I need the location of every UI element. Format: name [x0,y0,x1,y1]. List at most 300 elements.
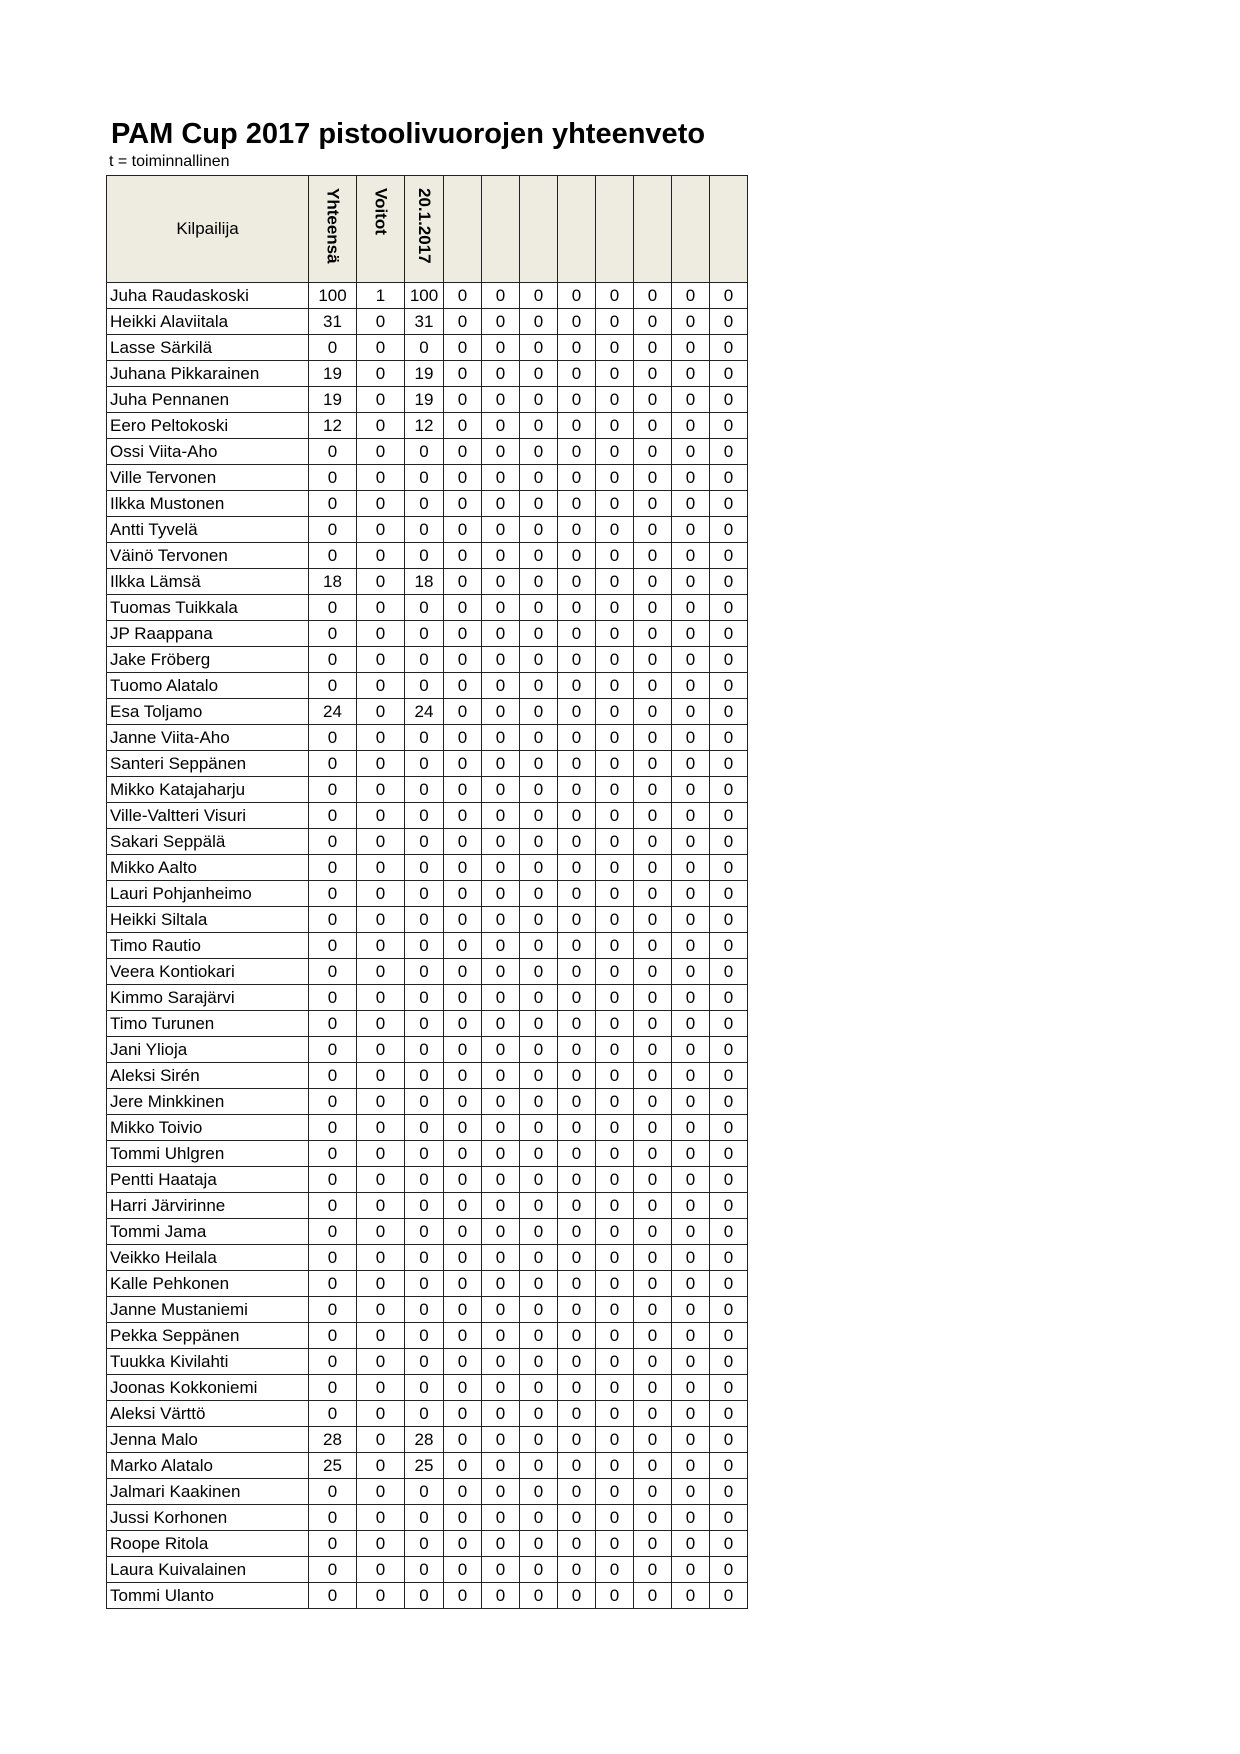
round-score-cell: 0 [444,699,482,725]
round-score-cell: 0 [672,387,710,413]
wins-cell: 0 [357,543,405,569]
round-score-cell: 0 [520,699,558,725]
table-body [107,283,748,1609]
competitor-name: Laura Kuivalainen [107,1557,309,1583]
round-score-cell: 0 [405,1089,444,1115]
round-score-cell: 0 [634,491,672,517]
round-score-cell: 0 [405,1245,444,1271]
round-score-cell: 0 [405,1583,444,1609]
round-score-cell: 0 [710,1115,748,1141]
table-row [107,855,748,881]
round-score-cell: 0 [596,517,634,543]
round-score-cell: 0 [634,1479,672,1505]
competitor-name: Lauri Pohjanheimo [107,881,309,907]
wins-cell: 0 [357,517,405,543]
wins-cell: 0 [357,335,405,361]
round-score-cell: 0 [558,933,596,959]
round-score-cell: 0 [520,621,558,647]
round-score-cell: 0 [405,1037,444,1063]
round-score-cell: 0 [482,413,520,439]
competitor-name: Mikko Toivio [107,1115,309,1141]
round-score-cell: 0 [634,1297,672,1323]
round-score-cell: 0 [444,1037,482,1063]
total-cell: 0 [309,985,357,1011]
round-score-cell: 0 [482,959,520,985]
round-score-cell: 0 [405,933,444,959]
round-score-cell: 0 [634,1583,672,1609]
round-score-cell: 0 [558,543,596,569]
round-score-cell: 0 [710,1245,748,1271]
round-score-cell: 25 [405,1453,444,1479]
total-cell: 0 [309,1141,357,1167]
round-score-cell: 0 [672,803,710,829]
round-score-cell: 0 [634,959,672,985]
round-score-cell: 0 [520,1271,558,1297]
round-score-cell: 0 [482,699,520,725]
round-score-cell: 0 [482,855,520,881]
total-cell: 0 [309,1323,357,1349]
round-score-cell: 0 [444,1427,482,1453]
round-score-cell: 0 [444,725,482,751]
round-score-cell: 0 [596,1271,634,1297]
competitor-name: Heikki Alaviitala [107,309,309,335]
round-score-cell: 0 [520,855,558,881]
round-score-cell: 0 [672,673,710,699]
round-score-cell: 0 [482,1089,520,1115]
table-row [107,439,748,465]
wins-cell: 0 [357,491,405,517]
total-cell: 100 [309,283,357,309]
total-cell: 0 [309,335,357,361]
round-score-cell: 0 [482,933,520,959]
round-score-cell: 0 [596,491,634,517]
round-score-cell: 0 [672,751,710,777]
round-score-cell: 0 [482,569,520,595]
round-score-cell: 24 [405,699,444,725]
round-score-cell: 0 [444,413,482,439]
page-title: PAM Cup 2017 pistoolivuorojen yhteenveto [111,118,706,150]
table-row [107,543,748,569]
round-score-cell: 0 [520,1453,558,1479]
round-score-cell: 0 [405,1323,444,1349]
round-score-cell: 0 [634,1011,672,1037]
round-score-cell: 0 [405,1479,444,1505]
table-row [107,1271,748,1297]
total-cell: 0 [309,1583,357,1609]
round-score-cell: 0 [520,569,558,595]
round-score-cell: 12 [405,413,444,439]
wins-cell: 1 [357,283,405,309]
round-score-cell: 0 [672,283,710,309]
round-score-cell: 0 [520,1063,558,1089]
table-row [107,1037,748,1063]
wins-cell: 0 [357,1479,405,1505]
round-score-cell: 0 [710,855,748,881]
round-score-cell: 0 [558,465,596,491]
round-score-cell: 0 [558,335,596,361]
wins-cell: 0 [357,621,405,647]
round-score-cell: 0 [634,595,672,621]
round-score-cell: 0 [405,777,444,803]
round-score-cell: 0 [558,1219,596,1245]
round-score-cell: 0 [558,1557,596,1583]
round-score-cell: 0 [710,1349,748,1375]
round-score-cell: 0 [672,491,710,517]
table-row [107,907,748,933]
total-cell: 0 [309,751,357,777]
competitor-name: Mikko Katajaharju [107,777,309,803]
round-score-cell: 0 [444,829,482,855]
round-score-cell: 0 [710,959,748,985]
round-score-cell: 0 [596,1583,634,1609]
round-score-cell: 0 [482,1011,520,1037]
wins-cell: 0 [357,673,405,699]
wins-cell: 0 [357,595,405,621]
total-cell: 0 [309,1011,357,1037]
round-score-cell: 0 [482,1323,520,1349]
header-round-1 [405,176,444,283]
round-score-cell: 0 [672,1193,710,1219]
round-score-cell: 0 [634,985,672,1011]
round-score-cell: 100 [405,283,444,309]
wins-cell: 0 [357,751,405,777]
round-score-cell: 0 [558,1167,596,1193]
round-score-cell: 0 [710,1089,748,1115]
wins-cell: 0 [357,1531,405,1557]
round-score-cell: 0 [444,1349,482,1375]
round-score-cell: 0 [710,1167,748,1193]
round-score-cell: 0 [672,1505,710,1531]
header-empty-round [558,176,596,283]
competitor-name: Janne Viita-Aho [107,725,309,751]
round-score-cell: 0 [482,1479,520,1505]
table-row [107,1401,748,1427]
table-row [107,335,748,361]
round-score-cell: 0 [710,361,748,387]
round-score-cell: 0 [558,1063,596,1089]
round-score-cell: 0 [710,881,748,907]
round-score-cell: 0 [405,1531,444,1557]
round-score-cell: 0 [596,1375,634,1401]
round-score-cell: 0 [596,673,634,699]
round-score-cell: 0 [444,1141,482,1167]
round-score-cell: 0 [520,413,558,439]
table-row [107,569,748,595]
round-score-cell: 0 [405,855,444,881]
round-score-cell: 0 [710,283,748,309]
round-score-cell: 0 [482,829,520,855]
round-score-cell: 0 [558,1245,596,1271]
competitor-name: Juhana Pikkarainen [107,361,309,387]
round-score-cell: 0 [596,465,634,491]
round-score-cell: 0 [672,1219,710,1245]
round-score-cell: 0 [444,1401,482,1427]
round-score-cell: 0 [482,777,520,803]
round-score-cell: 0 [672,595,710,621]
round-score-cell: 0 [596,1011,634,1037]
round-score-cell: 0 [405,647,444,673]
round-score-cell: 0 [634,803,672,829]
round-score-cell: 0 [482,1375,520,1401]
round-score-cell: 0 [710,1453,748,1479]
round-score-cell: 0 [558,725,596,751]
competitor-name: Antti Tyvelä [107,517,309,543]
round-score-cell: 0 [672,309,710,335]
table-row [107,621,748,647]
round-score-cell: 0 [634,933,672,959]
total-cell: 18 [309,569,357,595]
round-score-cell: 0 [482,725,520,751]
round-score-cell: 0 [558,283,596,309]
wins-cell: 0 [357,1349,405,1375]
round-score-cell: 0 [672,413,710,439]
round-score-cell: 0 [634,907,672,933]
competitor-name: Heikki Siltala [107,907,309,933]
round-score-cell: 0 [596,1193,634,1219]
round-score-cell: 0 [444,881,482,907]
wins-cell: 0 [357,1505,405,1531]
round-score-cell: 0 [634,699,672,725]
round-score-cell: 0 [634,725,672,751]
round-score-cell: 0 [482,1219,520,1245]
table-row [107,1141,748,1167]
round-score-cell: 0 [405,1219,444,1245]
round-score-cell: 0 [634,1089,672,1115]
round-score-cell: 0 [672,959,710,985]
round-score-cell: 0 [672,777,710,803]
round-score-cell: 0 [444,361,482,387]
round-score-cell: 0 [634,673,672,699]
wins-cell: 0 [357,1193,405,1219]
round-score-cell: 0 [558,985,596,1011]
table-row [107,1089,748,1115]
round-score-cell: 0 [520,1011,558,1037]
round-score-cell: 0 [405,335,444,361]
round-score-cell: 0 [482,881,520,907]
wins-cell: 0 [357,1141,405,1167]
round-score-cell: 0 [444,1115,482,1141]
round-score-cell: 0 [710,907,748,933]
total-cell: 0 [309,1557,357,1583]
round-score-cell: 0 [482,621,520,647]
round-score-cell: 0 [558,1453,596,1479]
table-row [107,309,748,335]
round-score-cell: 0 [405,725,444,751]
round-score-cell: 0 [520,595,558,621]
total-cell: 28 [309,1427,357,1453]
round-score-cell: 0 [634,1349,672,1375]
round-score-cell: 0 [482,595,520,621]
competitor-name: Väinö Tervonen [107,543,309,569]
round-score-cell: 0 [444,1193,482,1219]
round-score-cell: 0 [405,595,444,621]
total-cell: 19 [309,387,357,413]
round-score-cell: 0 [482,1349,520,1375]
total-cell: 0 [309,777,357,803]
round-score-cell: 0 [710,933,748,959]
round-score-cell: 0 [520,933,558,959]
round-score-cell: 0 [444,673,482,699]
round-score-cell: 0 [520,1401,558,1427]
round-score-cell: 0 [558,1427,596,1453]
round-score-cell: 0 [596,985,634,1011]
round-score-cell: 0 [634,777,672,803]
round-score-cell: 0 [710,751,748,777]
round-score-cell: 0 [634,387,672,413]
total-cell: 0 [309,1245,357,1271]
round-score-cell: 0 [634,1401,672,1427]
round-score-cell: 0 [672,569,710,595]
round-score-cell: 0 [672,1115,710,1141]
round-score-cell: 0 [596,309,634,335]
round-score-cell: 0 [520,1531,558,1557]
header-row [107,176,748,283]
round-score-cell: 0 [482,465,520,491]
table-row [107,1505,748,1531]
competitor-name: Eero Peltokoski [107,413,309,439]
table-row [107,803,748,829]
round-score-cell: 0 [634,439,672,465]
round-score-cell: 0 [596,335,634,361]
round-score-cell: 0 [710,777,748,803]
round-score-cell: 0 [634,517,672,543]
round-score-cell: 0 [672,699,710,725]
total-cell: 0 [309,517,357,543]
round-score-cell: 0 [672,1063,710,1089]
competitor-name: Janne Mustaniemi [107,1297,309,1323]
table-row [107,725,748,751]
competitor-name: Sakari Seppälä [107,829,309,855]
round-score-cell: 0 [558,1479,596,1505]
round-score-cell: 0 [444,1479,482,1505]
total-cell: 0 [309,1297,357,1323]
round-score-cell: 0 [405,881,444,907]
wins-cell: 0 [357,881,405,907]
total-cell: 0 [309,465,357,491]
round-score-cell: 0 [444,439,482,465]
competitor-name: Joonas Kokkoniemi [107,1375,309,1401]
round-score-cell: 0 [596,1323,634,1349]
round-score-cell: 0 [444,1297,482,1323]
round-score-cell: 0 [672,1141,710,1167]
round-score-cell: 0 [672,1037,710,1063]
table-row [107,491,748,517]
round-score-cell: 0 [405,1167,444,1193]
total-cell: 0 [309,1401,357,1427]
total-cell: 0 [309,1193,357,1219]
round-score-cell: 0 [482,1453,520,1479]
round-score-cell: 0 [710,829,748,855]
round-score-cell: 0 [520,335,558,361]
round-score-cell: 0 [405,491,444,517]
table-row [107,283,748,309]
round-score-cell: 0 [596,725,634,751]
results-table [106,175,748,1609]
table-row [107,1349,748,1375]
wins-cell: 0 [357,1427,405,1453]
total-cell: 0 [309,1219,357,1245]
total-cell: 0 [309,673,357,699]
wins-cell: 0 [357,985,405,1011]
round-score-cell: 0 [482,491,520,517]
round-score-cell: 0 [558,517,596,543]
round-score-cell: 0 [558,361,596,387]
round-score-cell: 0 [405,1271,444,1297]
round-score-cell: 0 [710,1297,748,1323]
round-score-cell: 0 [596,1349,634,1375]
round-score-cell: 0 [482,1115,520,1141]
wins-cell: 0 [357,699,405,725]
wins-cell: 0 [357,647,405,673]
table-row [107,361,748,387]
header-competitor [107,176,309,283]
header-empty-round [634,176,672,283]
round-score-cell: 0 [596,621,634,647]
wins-cell: 0 [357,1375,405,1401]
round-score-cell: 0 [710,803,748,829]
round-score-cell: 0 [596,751,634,777]
table-row [107,673,748,699]
round-score-cell: 0 [596,829,634,855]
round-score-cell: 0 [558,751,596,777]
table-row [107,1557,748,1583]
total-cell: 0 [309,1479,357,1505]
round-score-cell: 0 [520,491,558,517]
round-score-cell: 0 [596,1401,634,1427]
round-score-cell: 0 [710,1063,748,1089]
round-score-cell: 0 [596,569,634,595]
round-score-cell: 0 [634,1063,672,1089]
round-score-cell: 0 [405,751,444,777]
round-score-cell: 0 [405,1193,444,1219]
round-score-cell: 0 [520,777,558,803]
round-score-cell: 0 [634,309,672,335]
competitor-name: Kimmo Sarajärvi [107,985,309,1011]
round-score-cell: 0 [596,1297,634,1323]
round-score-cell: 0 [596,959,634,985]
total-cell: 0 [309,543,357,569]
round-score-cell: 0 [710,1193,748,1219]
header-empty-round [482,176,520,283]
round-score-cell: 0 [710,517,748,543]
round-score-cell: 0 [710,1557,748,1583]
wins-cell: 0 [357,777,405,803]
round-score-cell: 0 [634,465,672,491]
round-score-cell: 0 [444,1557,482,1583]
round-score-cell: 0 [482,1141,520,1167]
round-score-cell: 0 [444,283,482,309]
round-score-cell: 0 [558,1531,596,1557]
round-score-cell: 0 [634,881,672,907]
round-score-cell: 0 [482,1271,520,1297]
round-score-cell: 0 [558,595,596,621]
round-score-cell: 0 [444,1011,482,1037]
round-score-cell: 0 [558,387,596,413]
table-row [107,1375,748,1401]
round-score-cell: 0 [520,1167,558,1193]
round-score-cell: 0 [444,491,482,517]
total-cell: 0 [309,1063,357,1089]
round-score-cell: 0 [634,829,672,855]
round-score-cell: 0 [482,309,520,335]
table-row [107,1583,748,1609]
round-score-cell: 0 [520,543,558,569]
round-score-cell: 0 [520,881,558,907]
round-score-cell: 0 [558,1401,596,1427]
competitor-name: Jere Minkkinen [107,1089,309,1115]
round-score-cell: 0 [482,387,520,413]
round-score-cell: 0 [520,517,558,543]
